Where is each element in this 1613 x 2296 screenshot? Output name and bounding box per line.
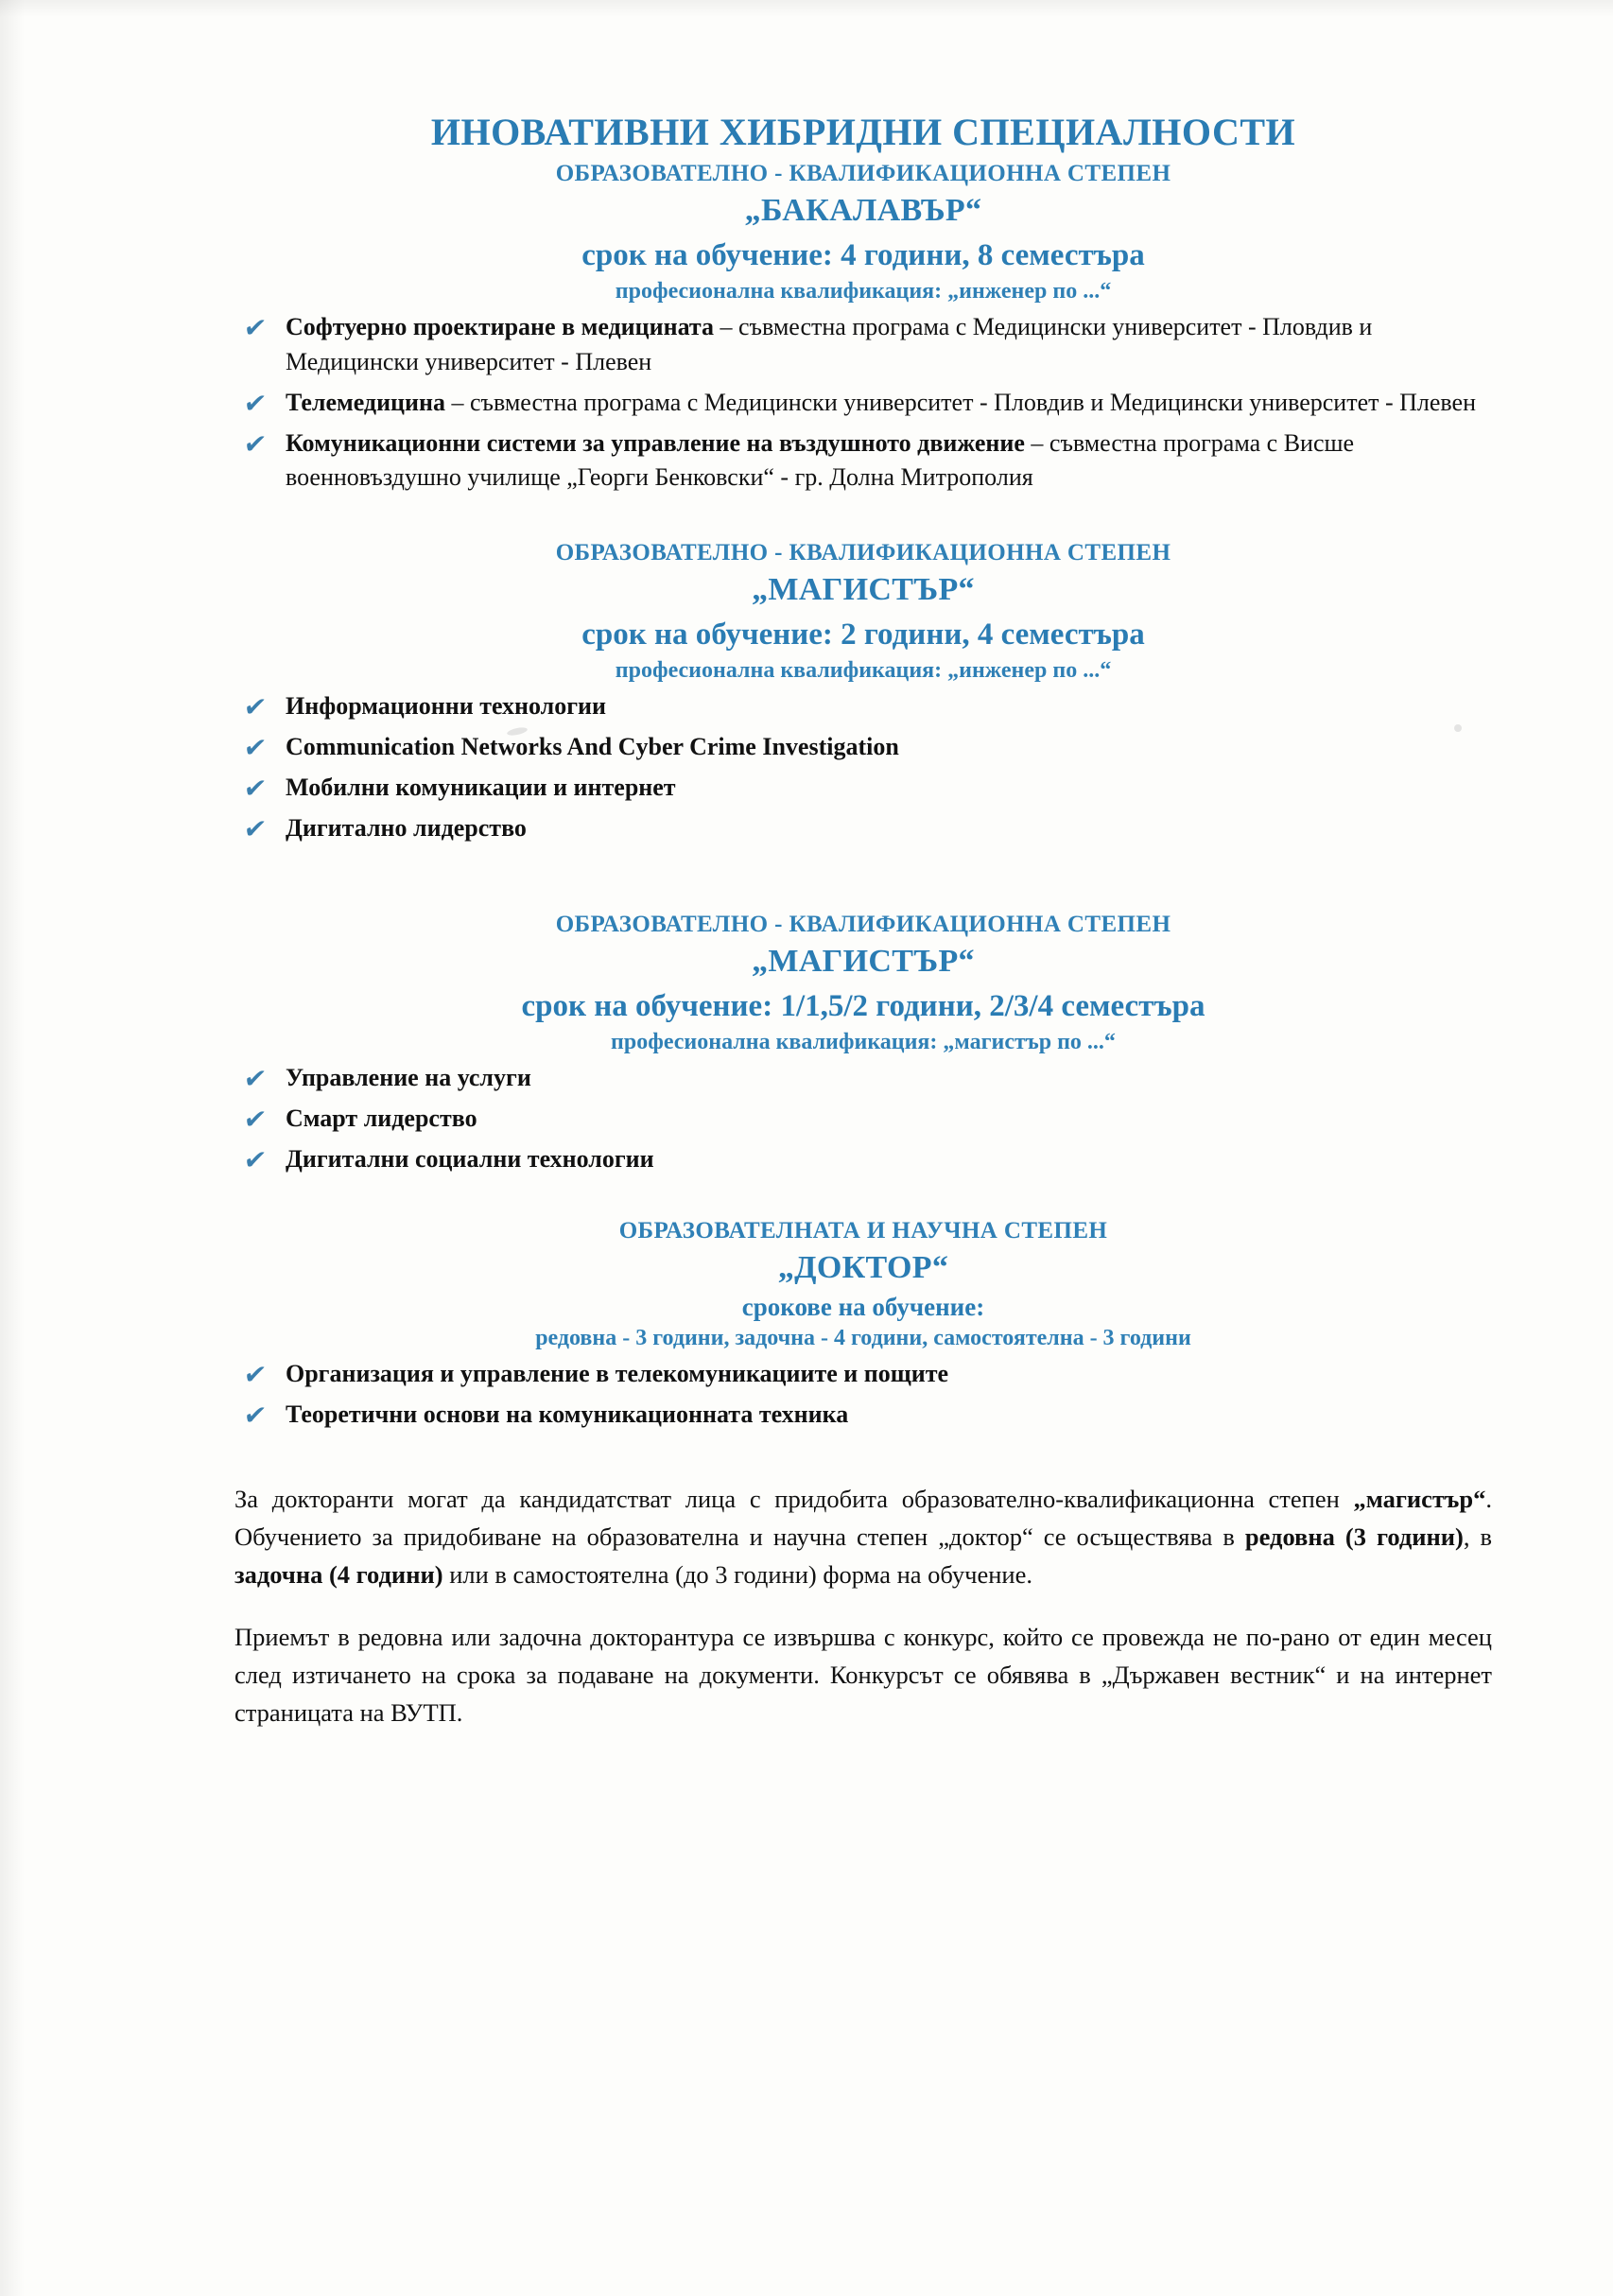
degree-name: „ДОКТОР“ bbox=[777, 1249, 949, 1285]
check-icon: ✔ bbox=[241, 691, 269, 723]
degree-qualification: професионална квалификация: „магистър по ...“ bbox=[611, 1029, 1116, 1054]
list-item bbox=[234, 1061, 1492, 1096]
paragraph-text: . Обучението за придобиване на образователна и научна степен „доктор“ се осъществява в bbox=[234, 1485, 1492, 1552]
check-icon: ✔ bbox=[241, 1358, 269, 1390]
list-item bbox=[234, 426, 1492, 496]
program-name: Комуникационни системи за управление на въздушното движение bbox=[286, 428, 1025, 457]
degree-line: ОБРАЗОВАТЕЛНО - КВАЛИФИКАЦИОННА СТЕПЕН bbox=[555, 540, 1171, 566]
list-item bbox=[234, 1357, 1492, 1392]
check-icon: ✔ bbox=[241, 1143, 269, 1175]
emphasis-text: редовна (3 години) bbox=[1244, 1522, 1464, 1552]
degree-name: „МАГИСТЪР“ bbox=[752, 943, 975, 979]
check-icon: ✔ bbox=[241, 1399, 269, 1431]
paragraph-text: За докторанти могат да кандидатстват лица с придобита образователно-квалификационна степен bbox=[234, 1485, 1354, 1514]
program-list-doctor bbox=[234, 1357, 1492, 1433]
check-icon: ✔ bbox=[241, 813, 269, 845]
section-heading-bachelor bbox=[234, 161, 1492, 304]
program-name: Теоретични основи на комуникационната техника bbox=[286, 1400, 849, 1428]
document-content bbox=[234, 112, 1492, 1757]
scan-edge-shadow-left bbox=[0, 0, 25, 2296]
list-item bbox=[234, 811, 1492, 846]
program-list-master-flex bbox=[234, 1061, 1492, 1177]
page-title: ИНОВАТИВНИ ХИБРИДНИ СПЕЦИАЛНОСТИ bbox=[430, 111, 1296, 153]
program-name: Софтуерно проектиране в медицината bbox=[286, 312, 715, 340]
check-icon: ✔ bbox=[241, 387, 269, 419]
list-item bbox=[234, 1398, 1492, 1433]
list-item bbox=[234, 689, 1492, 724]
degree-qualification: професионална квалификация: „инженер по ...“ bbox=[615, 278, 1112, 304]
emphasis-text: задочна (4 години) bbox=[234, 1559, 443, 1589]
program-name: Communication Networks And Cyber Crime Investigation bbox=[286, 733, 899, 761]
degree-term: срок на обучение: 4 години, 8 семестъра bbox=[581, 237, 1145, 272]
list-item bbox=[234, 1102, 1492, 1137]
paragraph-text: , в bbox=[1463, 1522, 1492, 1552]
list-item bbox=[234, 386, 1492, 421]
section-heading-master-flex bbox=[234, 912, 1492, 1055]
program-name: Телемедицина bbox=[286, 388, 445, 416]
paragraph bbox=[234, 1481, 1492, 1593]
program-name: Мобилни комуникации и интернет bbox=[286, 774, 676, 802]
degree-term-detail: редовна - 3 години, задочна - 4 години, самостоятелна - 3 години bbox=[535, 1325, 1191, 1350]
section-heading-master-2y bbox=[234, 540, 1492, 684]
program-detail: – съвместна програма с Медицински университет - Пловдив и Медицински университет - Плевен bbox=[286, 312, 1373, 375]
program-detail: – съвместна програма с Медицински университет - Пловдив и Медицински университет - Плевен bbox=[445, 388, 1476, 416]
degree-name: „БАКАЛАВЪР“ bbox=[744, 192, 982, 228]
degree-term: срокове на обучение: bbox=[741, 1292, 985, 1321]
program-name: Дигитални социални технологии bbox=[286, 1144, 654, 1173]
program-list-bachelor bbox=[234, 310, 1492, 496]
program-name: Смарт лидерство bbox=[286, 1104, 477, 1132]
list-item bbox=[234, 771, 1492, 806]
list-item bbox=[234, 310, 1492, 380]
check-icon: ✔ bbox=[241, 311, 269, 343]
program-detail: – съвместна програма с Висше военновъздушно училище „Георги Бенковски“ - гр. Долна Митрополия bbox=[286, 428, 1355, 492]
program-name: Управление на услуги bbox=[286, 1063, 531, 1091]
degree-term: срок на обучение: 2 години, 4 семестъра bbox=[581, 617, 1145, 652]
emphasis-text: „магистър“ bbox=[1353, 1485, 1486, 1514]
paragraph bbox=[234, 1619, 1492, 1731]
degree-line: ОБРАЗОВАТЕЛНО - КВАЛИФИКАЦИОННА СТЕПЕН bbox=[555, 911, 1171, 937]
degree-line: ОБРАЗОВАТЕЛНАТА И НАУЧНА СТЕПЕН bbox=[618, 1217, 1108, 1244]
paragraph-text: или в самостоятелна (до 3 години) форма на обучение. bbox=[442, 1559, 1032, 1589]
degree-line: ОБРАЗОВАТЕЛНО - КВАЛИФИКАЦИОННА СТЕПЕН bbox=[555, 160, 1171, 186]
check-icon: ✔ bbox=[241, 1062, 269, 1094]
program-name: Организация и управление в телекомуникациите и пощите bbox=[286, 1359, 949, 1387]
check-icon: ✔ bbox=[241, 773, 269, 805]
degree-qualification: професионална квалификация: „инженер по ...“ bbox=[615, 658, 1112, 684]
program-name: Информационни технологии bbox=[286, 692, 606, 721]
body-paragraphs bbox=[234, 1481, 1492, 1731]
scan-edge-shadow-top bbox=[0, 0, 1613, 17]
list-item bbox=[234, 1142, 1492, 1177]
check-icon: ✔ bbox=[241, 1103, 269, 1135]
paragraph-text: Приемът в редовна или задочна докторантура се извършва с конкурс, който се провежда не по-рано от един месец след изтичането на срока за подаване на документи. Конкурсът се обявява в „Държавен вестник“ и на интернет страницата на ВУТП. bbox=[234, 1623, 1492, 1727]
degree-term: срок на обучение: 1/1,5/2 години, 2/3/4 семестъра bbox=[521, 988, 1205, 1023]
check-icon: ✔ bbox=[241, 732, 269, 764]
check-icon: ✔ bbox=[241, 427, 269, 460]
program-list-master-2y bbox=[234, 689, 1492, 846]
degree-name: „МАГИСТЪР“ bbox=[752, 572, 975, 608]
section-heading-doctor bbox=[234, 1218, 1492, 1351]
list-item bbox=[234, 730, 1492, 765]
program-name: Дигитално лидерство bbox=[286, 814, 527, 843]
